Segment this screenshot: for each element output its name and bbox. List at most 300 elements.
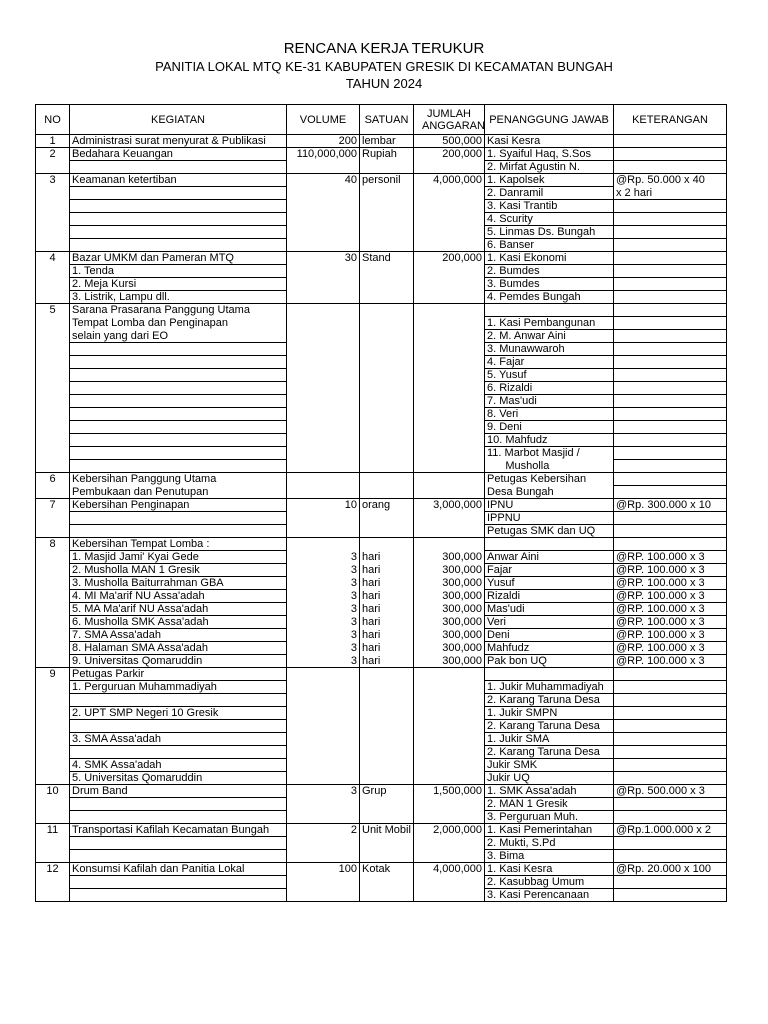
cell-no xyxy=(36,525,70,538)
cell-satuan xyxy=(360,434,414,447)
cell-volume xyxy=(287,681,360,694)
cell-jumlah-anggaran: 300,000 xyxy=(414,616,485,629)
cell-penanggung-jawab: Yusuf xyxy=(485,577,614,590)
cell-no xyxy=(36,486,70,499)
cell-kegiatan: 7. SMA Assa'adah xyxy=(70,629,287,642)
table-row xyxy=(36,278,727,291)
cell-kegiatan xyxy=(70,213,287,226)
cell-keterangan xyxy=(614,772,727,785)
cell-jumlah-anggaran xyxy=(414,434,485,447)
cell-keterangan xyxy=(614,291,727,304)
cell-keterangan xyxy=(614,889,727,902)
cell-keterangan: @Rp. 300.000 x 10 xyxy=(614,499,727,512)
cell-penanggung-jawab: 5. Linmas Ds. Bungah xyxy=(485,226,614,239)
cell-no xyxy=(36,603,70,616)
cell-penanggung-jawab: 1. Syaiful Haq, S.Sos xyxy=(485,148,614,161)
table-row xyxy=(36,772,727,785)
cell-kegiatan xyxy=(70,460,287,473)
cell-volume: 3 xyxy=(287,551,360,564)
cell-penanggung-jawab: Jukir SMK xyxy=(485,759,614,772)
cell-keterangan xyxy=(614,213,727,226)
cell-penanggung-jawab: 10. Mahfudz xyxy=(485,434,614,447)
cell-volume xyxy=(287,772,360,785)
cell-keterangan xyxy=(614,226,727,239)
table-row xyxy=(36,291,727,304)
cell-no xyxy=(36,200,70,213)
cell-no xyxy=(36,226,70,239)
cell-kegiatan xyxy=(70,421,287,434)
table-row xyxy=(36,135,727,148)
cell-keterangan xyxy=(614,811,727,824)
cell-volume xyxy=(287,720,360,733)
cell-jumlah-anggaran xyxy=(414,486,485,499)
cell-no xyxy=(36,382,70,395)
cell-jumlah-anggaran xyxy=(414,876,485,889)
cell-volume xyxy=(287,395,360,408)
cell-jumlah-anggaran: 300,000 xyxy=(414,577,485,590)
cell-satuan xyxy=(360,343,414,356)
cell-kegiatan: 8. Halaman SMA Assa'adah xyxy=(70,642,287,655)
cell-keterangan: @RP. 100.000 x 3 xyxy=(614,564,727,577)
cell-kegiatan xyxy=(70,720,287,733)
table-row xyxy=(36,148,727,161)
cell-kegiatan: 2. Musholla MAN 1 Gresik xyxy=(70,564,287,577)
table-row xyxy=(36,161,727,174)
cell-keterangan xyxy=(614,408,727,421)
cell-volume xyxy=(287,213,360,226)
table-row xyxy=(36,330,727,343)
table-row xyxy=(36,785,727,798)
cell-jumlah-anggaran xyxy=(414,512,485,525)
cell-kegiatan xyxy=(70,512,287,525)
table-body xyxy=(36,135,727,902)
cell-no xyxy=(36,577,70,590)
column-header-penanggung-jawab: PENANGGUNG JAWAB xyxy=(485,105,614,135)
cell-keterangan: @RP. 100.000 x 3 xyxy=(614,642,727,655)
cell-satuan xyxy=(360,512,414,525)
cell-jumlah-anggaran xyxy=(414,759,485,772)
cell-no xyxy=(36,707,70,720)
table-row xyxy=(36,252,727,265)
cell-kegiatan: Kebersihan Tempat Lomba : xyxy=(70,538,287,551)
document-title: RENCANA KERJA TERUKUR xyxy=(283,40,485,57)
cell-penanggung-jawab: Deni xyxy=(485,629,614,642)
cell-kegiatan xyxy=(70,434,287,447)
cell-no xyxy=(36,551,70,564)
cell-kegiatan: 1. Masjid Jami' Kyai Gede xyxy=(70,551,287,564)
cell-no: 1 xyxy=(36,135,70,148)
cell-satuan xyxy=(360,668,414,681)
cell-no xyxy=(36,876,70,889)
cell-penanggung-jawab: 1. Jukir SMPN xyxy=(485,707,614,720)
cell-penanggung-jawab: Jukir UQ xyxy=(485,772,614,785)
cell-satuan xyxy=(360,421,414,434)
cell-kegiatan xyxy=(70,837,287,850)
cell-penanggung-jawab: Rizaldi xyxy=(485,590,614,603)
cell-jumlah-anggaran xyxy=(414,187,485,200)
cell-jumlah-anggaran xyxy=(414,239,485,252)
cell-keterangan xyxy=(614,460,727,473)
cell-penanggung-jawab: 6. Rizaldi xyxy=(485,382,614,395)
cell-kegiatan: 9. Universitas Qomaruddin xyxy=(70,655,287,668)
cell-no xyxy=(36,369,70,382)
cell-penanggung-jawab: 4. Pemdes Bungah xyxy=(485,291,614,304)
cell-satuan xyxy=(360,382,414,395)
cell-penanggung-jawab: 2. Danramil xyxy=(485,187,614,200)
cell-penanggung-jawab: 3. Bumdes xyxy=(485,278,614,291)
cell-volume xyxy=(287,317,360,330)
cell-volume xyxy=(287,525,360,538)
table-row xyxy=(36,720,727,733)
cell-volume: 3 xyxy=(287,655,360,668)
cell-keterangan xyxy=(614,733,727,746)
table-row xyxy=(36,421,727,434)
cell-jumlah-anggaran xyxy=(414,356,485,369)
table-row xyxy=(36,265,727,278)
table-row xyxy=(36,798,727,811)
cell-jumlah-anggaran xyxy=(414,226,485,239)
cell-satuan xyxy=(360,291,414,304)
cell-kegiatan: 4. MI Ma'arif NU Assa'adah xyxy=(70,590,287,603)
cell-volume xyxy=(287,512,360,525)
cell-satuan xyxy=(360,265,414,278)
cell-satuan xyxy=(360,460,414,473)
cell-penanggung-jawab: 2. Karang Taruna Desa xyxy=(485,694,614,707)
table-row xyxy=(36,694,727,707)
cell-volume: 3 xyxy=(287,603,360,616)
table-row xyxy=(36,603,727,616)
cell-satuan xyxy=(360,200,414,213)
cell-keterangan xyxy=(614,434,727,447)
cell-kegiatan: 5. MA Ma'arif NU Assa'adah xyxy=(70,603,287,616)
cell-jumlah-anggaran xyxy=(414,161,485,174)
cell-jumlah-anggaran: 200,000 xyxy=(414,252,485,265)
table-row xyxy=(36,668,727,681)
cell-kegiatan: Drum Band xyxy=(70,785,287,798)
cell-volume xyxy=(287,239,360,252)
cell-keterangan xyxy=(614,447,727,460)
cell-volume xyxy=(287,382,360,395)
cell-no: 6 xyxy=(36,473,70,486)
cell-keterangan xyxy=(614,837,727,850)
cell-volume xyxy=(287,447,360,460)
cell-kegiatan xyxy=(70,356,287,369)
cell-jumlah-anggaran: 300,000 xyxy=(414,564,485,577)
cell-volume: 2 xyxy=(287,824,360,837)
cell-jumlah-anggaran xyxy=(414,707,485,720)
cell-keterangan xyxy=(614,382,727,395)
cell-keterangan xyxy=(614,694,727,707)
cell-keterangan: @RP. 100.000 x 3 xyxy=(614,551,727,564)
cell-penanggung-jawab xyxy=(485,304,614,317)
cell-kegiatan xyxy=(70,811,287,824)
cell-jumlah-anggaran: 200,000 xyxy=(414,148,485,161)
cell-jumlah-anggaran: 300,000 xyxy=(414,642,485,655)
cell-satuan xyxy=(360,161,414,174)
cell-satuan: hari xyxy=(360,655,414,668)
cell-volume xyxy=(287,291,360,304)
cell-no xyxy=(36,421,70,434)
cell-volume xyxy=(287,473,360,486)
cell-no xyxy=(36,837,70,850)
cell-jumlah-anggaran: 1,500,000 xyxy=(414,785,485,798)
table-row xyxy=(36,876,727,889)
cell-volume: 3 xyxy=(287,642,360,655)
table-row xyxy=(36,317,727,330)
cell-penanggung-jawab: 2. M. Anwar Aini xyxy=(485,330,614,343)
cell-volume: 3 xyxy=(287,616,360,629)
table-row xyxy=(36,226,727,239)
cell-keterangan: @RP. 100.000 x 3 xyxy=(614,577,727,590)
cell-jumlah-anggaran xyxy=(414,681,485,694)
table-header-row xyxy=(36,105,727,135)
cell-satuan: hari xyxy=(360,551,414,564)
cell-penanggung-jawab: Petugas SMK dan UQ xyxy=(485,525,614,538)
cell-jumlah-anggaran xyxy=(414,278,485,291)
cell-keterangan: @RP. 100.000 x 3 xyxy=(614,603,727,616)
table-row xyxy=(36,759,727,772)
cell-satuan xyxy=(360,707,414,720)
table-row xyxy=(36,551,727,564)
cell-keterangan xyxy=(614,720,727,733)
cell-kegiatan xyxy=(70,239,287,252)
table-row xyxy=(36,707,727,720)
cell-kegiatan xyxy=(70,447,287,460)
cell-jumlah-anggaran xyxy=(414,772,485,785)
cell-penanggung-jawab: IPNU xyxy=(485,499,614,512)
table-row xyxy=(36,564,727,577)
cell-kegiatan xyxy=(70,226,287,239)
cell-kegiatan: Kebersihan Panggung Utama xyxy=(70,473,287,486)
cell-satuan: hari xyxy=(360,564,414,577)
cell-penanggung-jawab: 4. Fajar xyxy=(485,356,614,369)
cell-no xyxy=(36,889,70,902)
cell-kegiatan xyxy=(70,395,287,408)
cell-penanggung-jawab: 2. MAN 1 Gresik xyxy=(485,798,614,811)
cell-volume xyxy=(287,200,360,213)
cell-satuan: hari xyxy=(360,642,414,655)
cell-keterangan: @RP. 100.000 x 3 xyxy=(614,655,727,668)
cell-satuan xyxy=(360,408,414,421)
cell-penanggung-jawab: 2. Bumdes xyxy=(485,265,614,278)
table-row xyxy=(36,486,727,499)
cell-satuan: hari xyxy=(360,603,414,616)
cell-penanggung-jawab xyxy=(485,538,614,551)
cell-volume xyxy=(287,811,360,824)
cell-volume: 10 xyxy=(287,499,360,512)
cell-penanggung-jawab: 1. Kasi Ekonomi xyxy=(485,252,614,265)
cell-kegiatan: 3. Listrik, Lampu dll. xyxy=(70,291,287,304)
cell-kegiatan: 2. Meja Kursi xyxy=(70,278,287,291)
cell-no xyxy=(36,642,70,655)
cell-kegiatan: Bedahara Keuangan xyxy=(70,148,287,161)
cell-kegiatan xyxy=(70,369,287,382)
cell-no xyxy=(36,512,70,525)
cell-jumlah-anggaran xyxy=(414,304,485,317)
cell-no xyxy=(36,239,70,252)
table-row xyxy=(36,538,727,551)
cell-satuan xyxy=(360,733,414,746)
cell-volume: 3 xyxy=(287,629,360,642)
cell-no: 11 xyxy=(36,824,70,837)
table-row xyxy=(36,746,727,759)
cell-volume xyxy=(287,876,360,889)
cell-satuan xyxy=(360,525,414,538)
cell-satuan xyxy=(360,369,414,382)
column-header-no: NO xyxy=(36,105,70,135)
cell-penanggung-jawab: 1. Kapolsek xyxy=(485,174,614,187)
cell-volume xyxy=(287,486,360,499)
cell-volume: 110,000,000 xyxy=(287,148,360,161)
cell-no xyxy=(36,434,70,447)
cell-satuan: Kotak xyxy=(360,863,414,876)
cell-volume xyxy=(287,733,360,746)
cell-satuan xyxy=(360,317,414,330)
cell-kegiatan xyxy=(70,876,287,889)
cell-keterangan xyxy=(614,668,727,681)
cell-volume xyxy=(287,278,360,291)
cell-no: 10 xyxy=(36,785,70,798)
cell-no: 9 xyxy=(36,668,70,681)
cell-no xyxy=(36,395,70,408)
cell-volume xyxy=(287,707,360,720)
cell-satuan xyxy=(360,837,414,850)
cell-kegiatan xyxy=(70,525,287,538)
cell-keterangan xyxy=(614,304,727,317)
cell-keterangan xyxy=(614,278,727,291)
table-row xyxy=(36,811,727,824)
cell-satuan xyxy=(360,772,414,785)
cell-kegiatan: Tempat Lomba dan Penginapan xyxy=(70,317,287,330)
cell-no xyxy=(36,811,70,824)
cell-jumlah-anggaran: 300,000 xyxy=(414,629,485,642)
cell-jumlah-anggaran xyxy=(414,889,485,902)
cell-no: 8 xyxy=(36,538,70,551)
cell-kegiatan: 4. SMK Assa'adah xyxy=(70,759,287,772)
cell-satuan xyxy=(360,681,414,694)
cell-volume xyxy=(287,538,360,551)
table-row xyxy=(36,642,727,655)
cell-no xyxy=(36,187,70,200)
cell-satuan xyxy=(360,447,414,460)
cell-keterangan xyxy=(614,473,727,486)
cell-penanggung-jawab: 3. Bima xyxy=(485,850,614,863)
table-row xyxy=(36,304,727,317)
cell-penanggung-jawab: 2. Mukti, S.Pd xyxy=(485,837,614,850)
cell-kegiatan xyxy=(70,798,287,811)
cell-penanggung-jawab: 2. Mirfat Agustin N. xyxy=(485,161,614,174)
cell-volume: 100 xyxy=(287,863,360,876)
cell-volume xyxy=(287,837,360,850)
table-row xyxy=(36,343,727,356)
cell-keterangan xyxy=(614,330,727,343)
table-row xyxy=(36,616,727,629)
cell-satuan: hari xyxy=(360,577,414,590)
cell-keterangan xyxy=(614,252,727,265)
cell-kegiatan: 1. Tenda xyxy=(70,265,287,278)
cell-no xyxy=(36,798,70,811)
cell-satuan: Grup xyxy=(360,785,414,798)
cell-satuan: orang xyxy=(360,499,414,512)
table-row xyxy=(36,850,727,863)
cell-jumlah-anggaran xyxy=(414,369,485,382)
cell-keterangan: @Rp.1.000.000 x 2 xyxy=(614,824,727,837)
cell-penanggung-jawab: Veri xyxy=(485,616,614,629)
cell-kegiatan xyxy=(70,343,287,356)
cell-kegiatan: Pembukaan dan Penutupan xyxy=(70,486,287,499)
cell-satuan xyxy=(360,720,414,733)
cell-penanggung-jawab: 1. Kasi Pemerintahan xyxy=(485,824,614,837)
cell-volume xyxy=(287,187,360,200)
cell-no: 3 xyxy=(36,174,70,187)
cell-volume xyxy=(287,460,360,473)
cell-jumlah-anggaran xyxy=(414,798,485,811)
cell-jumlah-anggaran xyxy=(414,811,485,824)
table-row xyxy=(36,577,727,590)
cell-kegiatan: Keamanan ketertiban xyxy=(70,174,287,187)
cell-jumlah-anggaran xyxy=(414,408,485,421)
cell-no: 5 xyxy=(36,304,70,317)
cell-jumlah-anggaran xyxy=(414,668,485,681)
column-header-volume: VOLUME xyxy=(287,105,360,135)
cell-volume: 30 xyxy=(287,252,360,265)
cell-jumlah-anggaran: 300,000 xyxy=(414,551,485,564)
table-row xyxy=(36,863,727,876)
cell-penanggung-jawab: Desa Bungah xyxy=(485,486,614,499)
cell-penanggung-jawab: 7. Mas'udi xyxy=(485,395,614,408)
cell-keterangan xyxy=(614,317,727,330)
cell-satuan xyxy=(360,239,414,252)
cell-penanggung-jawab: 6. Banser xyxy=(485,239,614,252)
cell-keterangan: @Rp. 20.000 x 100 xyxy=(614,863,727,876)
table-row xyxy=(36,655,727,668)
table-row xyxy=(36,356,727,369)
cell-jumlah-anggaran xyxy=(414,733,485,746)
cell-no xyxy=(36,460,70,473)
cell-keterangan xyxy=(614,395,727,408)
column-header-satuan: SATUAN xyxy=(360,105,414,135)
cell-no xyxy=(36,278,70,291)
cell-kegiatan: 2. UPT SMP Negeri 10 Gresik xyxy=(70,707,287,720)
cell-penanggung-jawab: 2. Karang Taruna Desa xyxy=(485,746,614,759)
cell-satuan: Rupiah xyxy=(360,148,414,161)
cell-satuan xyxy=(360,330,414,343)
cell-volume: 40 xyxy=(287,174,360,187)
cell-satuan xyxy=(360,746,414,759)
cell-jumlah-anggaran xyxy=(414,447,485,460)
cell-satuan: lembar xyxy=(360,135,414,148)
cell-volume xyxy=(287,330,360,343)
table-row xyxy=(36,174,727,187)
cell-penanggung-jawab: Petugas Kebersihan xyxy=(485,473,614,486)
table-row xyxy=(36,681,727,694)
cell-kegiatan xyxy=(70,161,287,174)
cell-volume xyxy=(287,889,360,902)
cell-keterangan xyxy=(614,525,727,538)
cell-jumlah-anggaran xyxy=(414,265,485,278)
cell-no: 12 xyxy=(36,863,70,876)
cell-jumlah-anggaran xyxy=(414,538,485,551)
cell-penanggung-jawab: 1. Jukir Muhammadiyah xyxy=(485,681,614,694)
cell-keterangan xyxy=(614,876,727,889)
cell-no xyxy=(36,772,70,785)
cell-keterangan xyxy=(614,746,727,759)
cell-keterangan xyxy=(614,707,727,720)
cell-keterangan xyxy=(614,759,727,772)
table-row xyxy=(36,369,727,382)
table-row xyxy=(36,889,727,902)
cell-volume xyxy=(287,265,360,278)
